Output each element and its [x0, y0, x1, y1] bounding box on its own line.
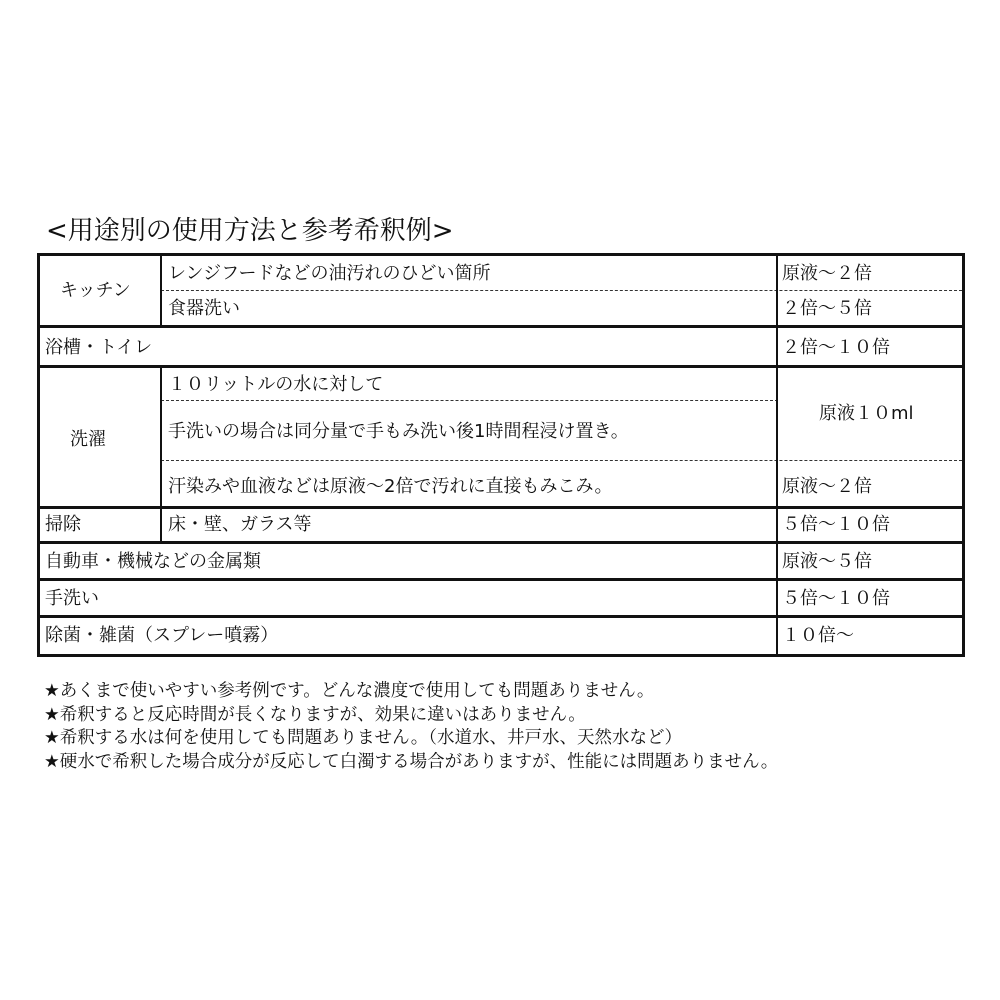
category-car: 自動車・機械などの金属類 — [45, 551, 261, 572]
category-bath: 浴槽・トイレ — [45, 337, 153, 358]
laundry-line-3: 汗染みや血液などは原液～2倍で汚れに直接もみこみ。 — [168, 476, 613, 497]
sub-divider — [161, 400, 778, 401]
kitchen-ratio-2: ２倍～５倍 — [782, 298, 872, 319]
note-item: ★希釈する水は何を使用しても問題ありません。（水道水、井戸水、天然水など） — [44, 728, 682, 748]
cleaning-description: 床・壁、ガラス等 — [168, 514, 312, 535]
category-laundry: 洗濯 — [70, 429, 106, 450]
page-title: <用途別の使用方法と参考希釈例> — [46, 216, 454, 246]
category-cleaning: 掃除 — [45, 514, 81, 535]
laundry-ratio-1: 原液１０ml — [819, 403, 914, 424]
laundry-ratio-2: 原液～２倍 — [782, 476, 872, 497]
row-divider — [40, 506, 962, 509]
note-item: ★あくまで使いやすい参考例です。どんな濃度で使用しても問題ありません。 — [44, 681, 655, 701]
note-item: ★硬水で希釈した場合成分が反応して白濁する場合がありますが、性能には問題ありません。 — [44, 751, 779, 772]
column-divider — [160, 506, 162, 541]
category-handwash: 手洗い — [45, 588, 99, 609]
row-divider — [40, 541, 962, 544]
row-divider — [40, 365, 962, 368]
column-divider — [160, 365, 162, 506]
usage-table — [37, 253, 965, 657]
cleaning-ratio: ５倍～１０倍 — [782, 514, 890, 535]
kitchen-description-1: レンジフードなどの油汚れのひどい箇所 — [168, 263, 491, 284]
car-ratio: 原液～５倍 — [782, 551, 872, 572]
row-divider — [40, 325, 962, 328]
row-divider — [40, 615, 962, 618]
bath-ratio: ２倍～１０倍 — [782, 337, 890, 358]
category-kitchen: キッチン — [60, 280, 131, 301]
laundry-line-1: １０リットルの水に対して — [168, 374, 384, 395]
sterilize-ratio: １０倍～ — [782, 625, 854, 646]
notes-list — [44, 680, 778, 774]
sub-divider — [161, 460, 962, 461]
row-divider — [40, 578, 962, 581]
handwash-ratio: ５倍～１０倍 — [782, 588, 890, 609]
kitchen-ratio-1: 原液～２倍 — [782, 263, 872, 284]
column-divider — [776, 256, 778, 654]
laundry-line-2: 手洗いの場合は同分量で手もみ洗い後1時間程浸け置き。 — [168, 421, 629, 442]
note-item: ★希釈すると反応時間が長くなりますが、効果に違いはありません。 — [44, 704, 586, 725]
kitchen-description-2: 食器洗い — [168, 298, 240, 319]
sub-divider — [161, 290, 962, 291]
column-divider — [160, 256, 162, 325]
category-sterilize: 除菌・雑菌（スプレー噴霧） — [45, 625, 279, 646]
